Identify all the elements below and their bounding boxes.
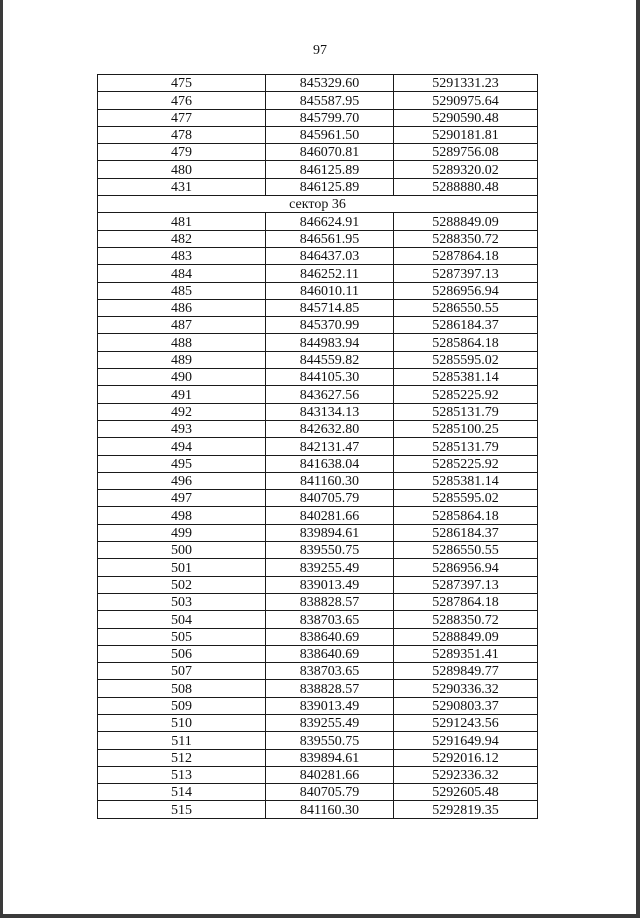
y-coordinate-cell: 5287397.13 <box>394 576 538 593</box>
x-coordinate-cell: 845799.70 <box>266 109 394 126</box>
x-coordinate-cell: 839550.75 <box>266 732 394 749</box>
table-row <box>98 178 538 195</box>
y-coordinate-cell: 5287864.18 <box>394 593 538 610</box>
x-coordinate-cell: 838703.65 <box>266 663 394 680</box>
table-row <box>98 75 538 92</box>
point-number-cell: 500 <box>98 542 266 559</box>
point-number-cell: 511 <box>98 732 266 749</box>
y-coordinate-cell: 5291243.56 <box>394 714 538 731</box>
table-row <box>98 213 538 230</box>
table-row <box>98 109 538 126</box>
y-coordinate-cell: 5288880.48 <box>394 178 538 195</box>
table-row <box>98 732 538 749</box>
x-coordinate-cell: 844983.94 <box>266 334 394 351</box>
point-number-cell: 510 <box>98 714 266 731</box>
table-row <box>98 334 538 351</box>
table-row <box>98 161 538 178</box>
page-number: 97 <box>313 43 327 58</box>
x-coordinate-cell: 841638.04 <box>266 455 394 472</box>
y-coordinate-cell: 5285864.18 <box>394 334 538 351</box>
point-number-cell: 507 <box>98 663 266 680</box>
point-number-cell: 480 <box>98 161 266 178</box>
x-coordinate-cell: 839550.75 <box>266 542 394 559</box>
x-coordinate-cell: 845587.95 <box>266 92 394 109</box>
point-number-cell: 503 <box>98 593 266 610</box>
table-row <box>98 801 538 818</box>
point-number-cell: 486 <box>98 299 266 316</box>
y-coordinate-cell: 5285595.02 <box>394 351 538 368</box>
x-coordinate-cell: 840705.79 <box>266 784 394 801</box>
point-number-cell: 509 <box>98 697 266 714</box>
x-coordinate-cell: 846125.89 <box>266 161 394 178</box>
sector-label: сектор 36 <box>98 196 538 213</box>
table-row <box>98 784 538 801</box>
y-coordinate-cell: 5287864.18 <box>394 247 538 264</box>
x-coordinate-cell: 842131.47 <box>266 438 394 455</box>
scan-border-right <box>636 0 640 918</box>
point-number-cell: 497 <box>98 490 266 507</box>
point-number-cell: 502 <box>98 576 266 593</box>
y-coordinate-cell: 5285381.14 <box>394 472 538 489</box>
point-number-cell: 501 <box>98 559 266 576</box>
table-row <box>98 230 538 247</box>
y-coordinate-cell: 5290975.64 <box>394 92 538 109</box>
x-coordinate-cell: 838703.65 <box>266 611 394 628</box>
point-number-cell: 512 <box>98 749 266 766</box>
table-row <box>98 714 538 731</box>
x-coordinate-cell: 838640.69 <box>266 645 394 662</box>
x-coordinate-cell: 840281.66 <box>266 766 394 783</box>
table-row <box>98 455 538 472</box>
table-row <box>98 299 538 316</box>
y-coordinate-cell: 5285131.79 <box>394 403 538 420</box>
table-row <box>98 265 538 282</box>
table-row <box>98 144 538 161</box>
x-coordinate-cell: 846125.89 <box>266 178 394 195</box>
coordinates-table <box>97 74 538 819</box>
y-coordinate-cell: 5290336.32 <box>394 680 538 697</box>
point-number-cell: 475 <box>98 75 266 92</box>
y-coordinate-cell: 5292819.35 <box>394 801 538 818</box>
point-number-cell: 481 <box>98 213 266 230</box>
y-coordinate-cell: 5291649.94 <box>394 732 538 749</box>
x-coordinate-cell: 839255.49 <box>266 714 394 731</box>
point-number-cell: 499 <box>98 524 266 541</box>
scan-border-left <box>0 0 3 918</box>
x-coordinate-cell: 845370.99 <box>266 317 394 334</box>
point-number-cell: 498 <box>98 507 266 524</box>
table-row <box>98 663 538 680</box>
x-coordinate-cell: 839255.49 <box>266 559 394 576</box>
y-coordinate-cell: 5290803.37 <box>394 697 538 714</box>
y-coordinate-cell: 5286184.37 <box>394 317 538 334</box>
y-coordinate-cell: 5291331.23 <box>394 75 538 92</box>
x-coordinate-cell: 846437.03 <box>266 247 394 264</box>
table-row <box>98 438 538 455</box>
point-number-cell: 505 <box>98 628 266 645</box>
table-row <box>98 593 538 610</box>
point-number-cell: 508 <box>98 680 266 697</box>
point-number-cell: 493 <box>98 420 266 437</box>
y-coordinate-cell: 5288350.72 <box>394 230 538 247</box>
table-row <box>98 369 538 386</box>
table-row <box>98 351 538 368</box>
x-coordinate-cell: 844559.82 <box>266 351 394 368</box>
point-number-cell: 479 <box>98 144 266 161</box>
y-coordinate-cell: 5287397.13 <box>394 265 538 282</box>
table-row <box>98 542 538 559</box>
point-number-cell: 491 <box>98 386 266 403</box>
point-number-cell: 513 <box>98 766 266 783</box>
y-coordinate-cell: 5288849.09 <box>394 213 538 230</box>
table-row <box>98 628 538 645</box>
coordinates-table-body <box>98 75 538 819</box>
point-number-cell: 494 <box>98 438 266 455</box>
y-coordinate-cell: 5286956.94 <box>394 559 538 576</box>
x-coordinate-cell: 839013.49 <box>266 697 394 714</box>
point-number-cell: 485 <box>98 282 266 299</box>
point-number-cell: 484 <box>98 265 266 282</box>
y-coordinate-cell: 5290181.81 <box>394 126 538 143</box>
x-coordinate-cell: 842632.80 <box>266 420 394 437</box>
table-row <box>98 92 538 109</box>
table-row <box>98 490 538 507</box>
table-row <box>98 386 538 403</box>
table-row <box>98 472 538 489</box>
point-number-cell: 483 <box>98 247 266 264</box>
point-number-cell: 477 <box>98 109 266 126</box>
x-coordinate-cell: 838640.69 <box>266 628 394 645</box>
y-coordinate-cell: 5286550.55 <box>394 299 538 316</box>
table-row <box>98 645 538 662</box>
point-number-cell: 488 <box>98 334 266 351</box>
y-coordinate-cell: 5285131.79 <box>394 438 538 455</box>
table-row <box>98 317 538 334</box>
point-number-cell: 514 <box>98 784 266 801</box>
y-coordinate-cell: 5292016.12 <box>394 749 538 766</box>
y-coordinate-cell: 5289849.77 <box>394 663 538 680</box>
y-coordinate-cell: 5292605.48 <box>394 784 538 801</box>
y-coordinate-cell: 5285864.18 <box>394 507 538 524</box>
point-number-cell: 431 <box>98 178 266 195</box>
y-coordinate-cell: 5286956.94 <box>394 282 538 299</box>
y-coordinate-cell: 5289351.41 <box>394 645 538 662</box>
point-number-cell: 489 <box>98 351 266 368</box>
table-row <box>98 126 538 143</box>
x-coordinate-cell: 838828.57 <box>266 593 394 610</box>
table-row <box>98 576 538 593</box>
y-coordinate-cell: 5285595.02 <box>394 490 538 507</box>
x-coordinate-cell: 845961.50 <box>266 126 394 143</box>
y-coordinate-cell: 5288849.09 <box>394 628 538 645</box>
point-number-cell: 490 <box>98 369 266 386</box>
point-number-cell: 476 <box>98 92 266 109</box>
y-coordinate-cell: 5292336.32 <box>394 766 538 783</box>
x-coordinate-cell: 839013.49 <box>266 576 394 593</box>
table-row <box>98 420 538 437</box>
point-number-cell: 506 <box>98 645 266 662</box>
table-row <box>98 680 538 697</box>
point-number-cell: 478 <box>98 126 266 143</box>
point-number-cell: 482 <box>98 230 266 247</box>
point-number-cell: 487 <box>98 317 266 334</box>
x-coordinate-cell: 846624.91 <box>266 213 394 230</box>
y-coordinate-cell: 5285381.14 <box>394 369 538 386</box>
y-coordinate-cell: 5289756.08 <box>394 144 538 161</box>
table-row <box>98 247 538 264</box>
table-row <box>98 403 538 420</box>
scan-border-bottom <box>0 914 640 918</box>
x-coordinate-cell: 843627.56 <box>266 386 394 403</box>
point-number-cell: 492 <box>98 403 266 420</box>
x-coordinate-cell: 841160.30 <box>266 472 394 489</box>
x-coordinate-cell: 845714.85 <box>266 299 394 316</box>
table-row <box>98 611 538 628</box>
sector-row <box>98 196 538 213</box>
x-coordinate-cell: 846010.11 <box>266 282 394 299</box>
x-coordinate-cell: 846561.95 <box>266 230 394 247</box>
x-coordinate-cell: 841160.30 <box>266 801 394 818</box>
table-row <box>98 282 538 299</box>
x-coordinate-cell: 846070.81 <box>266 144 394 161</box>
y-coordinate-cell: 5288350.72 <box>394 611 538 628</box>
point-number-cell: 515 <box>98 801 266 818</box>
point-number-cell: 504 <box>98 611 266 628</box>
y-coordinate-cell: 5290590.48 <box>394 109 538 126</box>
y-coordinate-cell: 5286550.55 <box>394 542 538 559</box>
y-coordinate-cell: 5285100.25 <box>394 420 538 437</box>
y-coordinate-cell: 5289320.02 <box>394 161 538 178</box>
x-coordinate-cell: 838828.57 <box>266 680 394 697</box>
x-coordinate-cell: 845329.60 <box>266 75 394 92</box>
table-row <box>98 749 538 766</box>
y-coordinate-cell: 5285225.92 <box>394 386 538 403</box>
y-coordinate-cell: 5286184.37 <box>394 524 538 541</box>
table-row <box>98 524 538 541</box>
x-coordinate-cell: 846252.11 <box>266 265 394 282</box>
table-row <box>98 559 538 576</box>
x-coordinate-cell: 839894.61 <box>266 524 394 541</box>
table-row <box>98 697 538 714</box>
x-coordinate-cell: 843134.13 <box>266 403 394 420</box>
point-number-cell: 495 <box>98 455 266 472</box>
table-row <box>98 766 538 783</box>
point-number-cell: 496 <box>98 472 266 489</box>
x-coordinate-cell: 844105.30 <box>266 369 394 386</box>
x-coordinate-cell: 840705.79 <box>266 490 394 507</box>
table-row <box>98 507 538 524</box>
x-coordinate-cell: 840281.66 <box>266 507 394 524</box>
y-coordinate-cell: 5285225.92 <box>394 455 538 472</box>
x-coordinate-cell: 839894.61 <box>266 749 394 766</box>
